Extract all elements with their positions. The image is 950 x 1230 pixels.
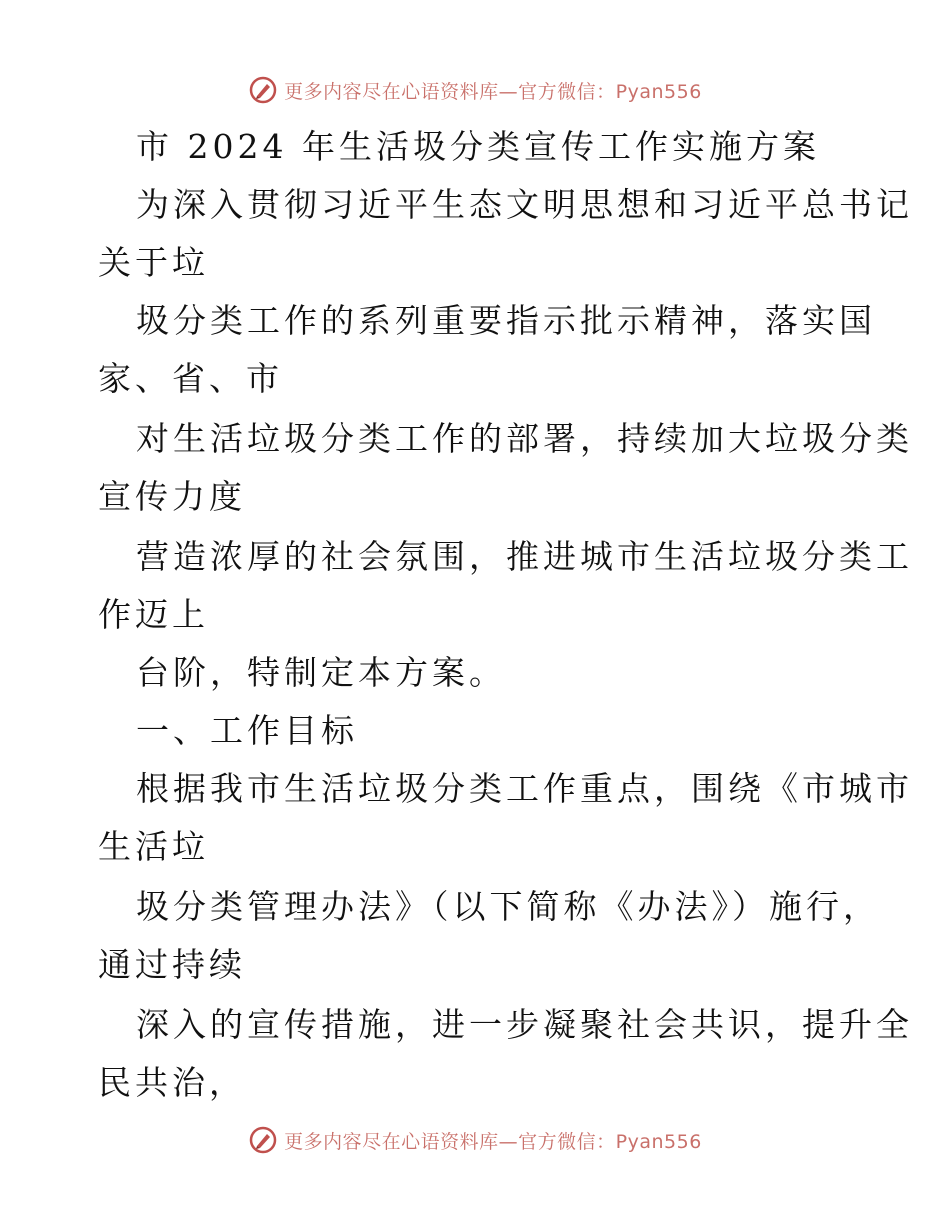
pen-logo-icon	[248, 75, 278, 105]
section-heading: 一、工作目标	[136, 711, 358, 750]
watermark-text: 更多内容尽在心语资料库—官方微信：Pyan556	[284, 1130, 702, 1153]
paragraph-line: 圾分类管理办法》（以下简称《办法》）施行，	[136, 887, 880, 926]
paragraph-line: 关于垃	[98, 243, 209, 282]
paragraph-line: 根据我市生活垃圾分类工作重点，围绕《市城市	[136, 769, 913, 808]
watermark-text: 更多内容尽在心语资料库—官方微信：Pyan556	[284, 80, 702, 103]
paragraph-line: 生活垃	[98, 827, 209, 866]
paragraph-line: 为深入贯彻习近平生态文明思想和习近平总书记	[136, 185, 913, 224]
paragraph-line: 宣传力度	[98, 477, 246, 516]
paragraph-line: 营造浓厚的社会氛围，推进城市生活垃圾分类工	[136, 537, 913, 576]
watermark-footer	[0, 1122, 950, 1158]
paragraph-line: 家、省、市	[98, 359, 283, 398]
paragraph-line: 深入的宣传措施，进一步凝聚社会共识，提升全	[136, 1005, 913, 1044]
watermark-header	[0, 72, 950, 108]
paragraph-line: 作迈上	[98, 595, 209, 634]
paragraph-line: 对生活垃圾分类工作的部署，持续加大垃圾分类	[136, 419, 913, 458]
paragraph-line: 通过持续	[98, 945, 246, 984]
paragraph-line: 民共治，	[98, 1063, 246, 1102]
document-title: 市 2024 年生活圾分类宣传工作实施方案	[136, 127, 820, 166]
paragraph-line: 台阶，特制定本方案。	[136, 653, 506, 692]
pen-logo-icon	[248, 1125, 278, 1155]
paragraph-line: 圾分类工作的系列重要指示批示精神，落实国	[136, 301, 876, 340]
